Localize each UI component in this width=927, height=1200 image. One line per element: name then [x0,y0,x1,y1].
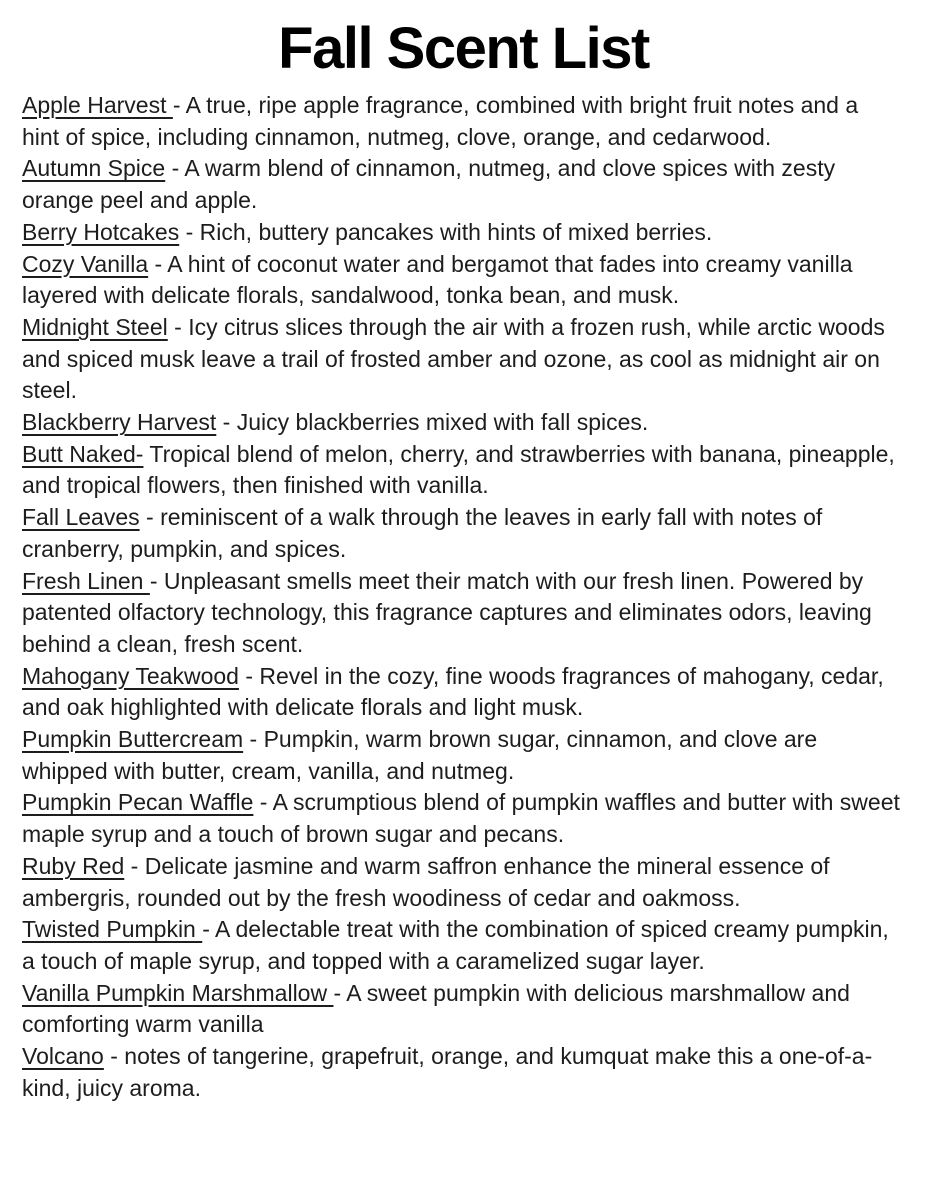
scent-name: Ruby Red [22,852,125,879]
scent-name: Fresh Linen [22,567,150,594]
scent-entry [22,978,901,1041]
scent-name: Blackberry Harvest [22,409,217,436]
scent-name: Mahogany Teakwood [22,662,239,689]
scent-name: Apple Harvest [22,92,173,118]
scent-description: - reminiscent of a walk through the leaves in early fall with notes of cranberry, pumpkin, and spices. [22,504,823,562]
scent-name: Vanilla Pumpkin Marshmallow [22,979,334,1006]
scent-name: Volcano [22,1043,104,1070]
scent-description: - notes of tangerine, grapefruit, orange, and kumquat make this a one-of-a-kind, juicy aroma. [22,1043,873,1101]
scent-entry [22,661,901,724]
scent-name: Butt Naked- [22,440,144,467]
scent-entry [22,1041,901,1104]
scent-name: Pumpkin Pecan Waffle [22,789,254,816]
page-title: Fall Scent List [278,16,649,81]
scent-description: Tropical blend of melon, cherry, and strawberries with banana, pineapple, and tropical flowers, then finished with vanilla. [22,440,895,499]
scent-list [0,90,927,1105]
scent-entry [22,217,901,249]
scent-entry [22,724,901,787]
scent-description: - Rich, buttery pancakes with hints of mixed berries. [179,218,713,245]
scent-description: - Icy citrus slices through the air with a frozen rush, while arctic woods and spiced musk leave a trail of frosted amber and ozone, as cool as midnight air on steel. [22,313,885,404]
scent-description: - Pumpkin, warm brown sugar, cinnamon, and clove are whipped with butter, cream, vanilla, and nutmeg. [22,726,818,784]
scent-description: - A scrumptious blend of pumpkin waffles and butter with sweet maple syrup and a touch of brown sugar and pecans. [22,789,900,848]
scent-description: - A sweet pumpkin with delicious marshmallow and comforting warm vanilla [22,979,850,1038]
scent-entry [22,153,901,216]
scent-entry [22,502,901,565]
scent-description: - A delectable treat with the combination of spiced creamy pumpkin, a touch of maple syrup, and topped with a caramelized sugar layer. [22,916,889,974]
scent-name: Berry Hotcakes [22,218,180,245]
scent-entry [22,90,901,153]
scent-entry [22,787,901,850]
scent-name: Autumn Spice [22,155,166,182]
scent-entry [22,914,901,977]
scent-description: - Unpleasant smells meet their match with our fresh linen. Powered by patented olfactory technology, this fragrance captures and eliminates odors, leaving behind a clean, fresh scent. [22,567,872,657]
scent-description: - Delicate jasmine and warm saffron enhance the mineral essence of ambergris, rounded out by the fresh woodiness of cedar and oakmoss. [22,852,830,911]
scent-entry [22,566,901,661]
scent-name: Midnight Steel [22,313,168,340]
scent-name: Twisted Pumpkin [22,916,203,943]
scent-description: - A hint of coconut water and bergamot that fades into creamy vanilla layered with delicate florals, sandalwood, tonka bean, and musk. [22,250,853,309]
scent-entry [22,851,901,914]
scent-entry [22,439,901,502]
scent-description: - Revel in the cozy, fine woods fragrances of mahogany, cedar, and oak highlighted with delicate florals and light musk. [22,662,884,721]
scent-description: - Juicy blackberries mixed with fall spices. [216,409,649,436]
scent-name: Cozy Vanilla [22,250,149,277]
scent-name: Pumpkin Buttercream [22,726,244,753]
scent-name: Fall Leaves [22,504,140,531]
scent-description: - A warm blend of cinnamon, nutmeg, and clove spices with zesty orange peel and apple. [22,155,836,214]
scent-entry [22,249,901,312]
scent-entry [22,312,901,407]
scent-entry [22,407,901,439]
scent-description: - A true, ripe apple fragrance, combined with bright fruit notes and a hint of spice, including cinnamon, nutmeg, clove, orange, and cedarwood. [22,92,859,150]
